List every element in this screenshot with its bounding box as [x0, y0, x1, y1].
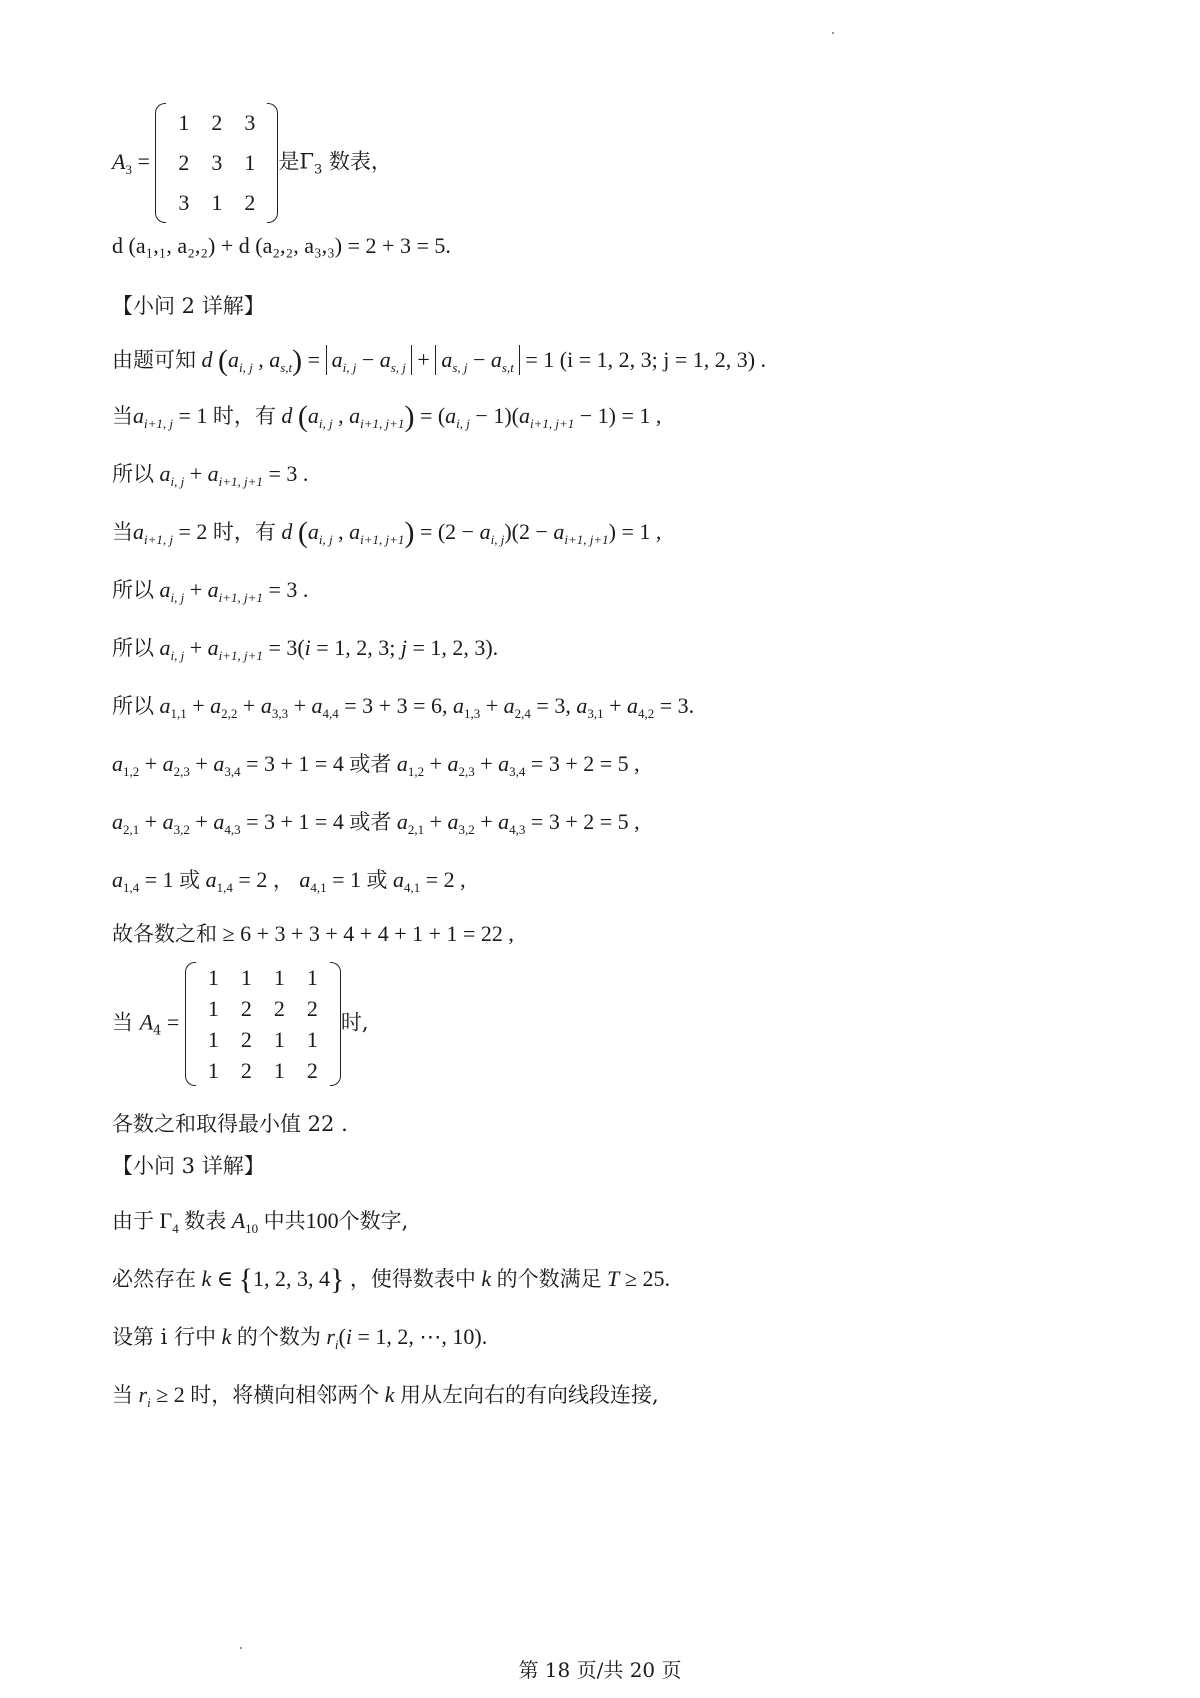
matrix-a3	[155, 103, 278, 223]
matrix-a4-cell: 1	[207, 1026, 219, 1052]
scan-speck	[832, 32, 834, 34]
matrix-a4-cell: 2	[240, 1026, 252, 1052]
matrix-a4-cell: 1	[207, 1057, 219, 1083]
matrix-a4-cell: 1	[273, 964, 285, 990]
total-sum-bound-line: 故各数之和 ≥ 6 + 3 + 3 + 4 + 4 + 1 + 1 = 22 ,	[112, 921, 514, 946]
matrix-a4-cell: 1	[207, 964, 219, 990]
matrix-a4-row	[197, 993, 329, 1024]
diagonal-sums-line: 所以 $a_{1,1} + a_{2,2} + a_{3,3} + a_{4,4} = 3 + 3 = 6$, $a_{1,3} + a_{2,4} = 3$, $a_{3,1} + a_{4,2} = 3$.	[112, 693, 695, 721]
matrix-a4-cell: 2	[306, 995, 318, 1021]
matrix-a3-row	[167, 183, 266, 223]
matrix-a3-cell: 1	[211, 190, 223, 215]
matrix-a4-cell: 2	[306, 1057, 318, 1083]
case-value-2-line: 当$a_{i+1, j} = 2$ 时，有 d ($a_{i, j}$ , $a_{i+1, j+1}) = (2 - a_{i, j})(2 - a_{i+1, j+1}) = 1$ ,	[112, 516, 662, 549]
matrix-a3-cell: 3	[211, 150, 223, 175]
matrix-a3-row	[167, 103, 266, 143]
matrix-a4-cell: 2	[240, 1057, 252, 1083]
matrix-a4-cell: 2	[240, 995, 252, 1021]
scan-speck	[240, 1647, 242, 1649]
matrix-a4-cell: 1	[240, 964, 252, 990]
matrix-a3-row	[167, 143, 266, 183]
matrix-a3-label: $A_3$	[112, 148, 132, 177]
distance-sum-line: d (a₁,₁, a₂,₂) + d (a₂,₂, a₃,₃) = 2 + 3 = 5.	[112, 233, 451, 258]
case-value-1-line: 当$a_{i+1, j} = 1$ 时，有 d ($a_{i, j}$ , $a_{i+1, j+1}) = (a_{i, j} - 1)(a_{i+1, j+1} - 1) = 1$ ,	[112, 400, 662, 433]
matrix-a3-definition: $A_3$ = 1 2 3 2 3 1 3 1 2 是$\Gamma_3$ 数表，	[112, 103, 392, 223]
corner-values-line: $a_{1,4} = 1$ 或 $a_{1,4} = 2$ ， $a_{4,1} = 1$ 或 $a_{4,1} = 2$ ,	[112, 867, 466, 895]
page-footer: 第 18 页/共 20 页	[518, 1658, 682, 1682]
matrix-a3-cell: 1	[244, 150, 256, 175]
matrix-a3-cell: 3	[178, 190, 190, 215]
distance-condition-line: 由题可知 d ($a_{i, j}$ , $a_{s,t}) = a_{i, j} - a_{s, j} + a_{s, j} - a_{s,t} = 1$ (i = 1, 2, 3; j = 1, 2, 3) .	[112, 344, 767, 377]
lower-diagonal-line: $a_{2,1} + a_{3,2} + a_{4,3} = 3 + 1 = 4$ 或者 $a_{2,1} + a_{3,2} + a_{4,3} = 3 + 2 = 5$ ,	[112, 809, 640, 837]
sum-equals-3-line-a: 所以 $a_{i, j} + a_{i+1, j+1} = 3$ .	[112, 461, 309, 489]
sum-equals-3-general-line: 所以 $a_{i, j} + a_{i+1, j+1} = 3(i = 1$, 2, 3; j = 1, 2, 3).	[112, 635, 499, 663]
directed-segment-line: 当 $r_i \ge 2$ 时，将横向相邻两个 k 用从左向右的有向线段连接,	[112, 1382, 659, 1410]
section-3-heading: 【小问 3 详解】	[112, 1154, 265, 1178]
gamma-table-line: 由于 $\Gamma_4$ 数表 $A_{10}$ 中共100个数字,	[112, 1208, 409, 1236]
row-count-line: 设第 i 行中 k 的个数为 $r_i(i = 1$, 2, ⋯, 10).	[112, 1324, 488, 1352]
matrix-a3-cell: 2	[244, 190, 256, 215]
minimum-value-line: 各数之和取得最小值 22 .	[112, 1112, 348, 1136]
section-2-heading: 【小问 2 详解】	[112, 294, 265, 318]
matrix-a4-cell: 1	[207, 995, 219, 1021]
matrix-a3-cell: 1	[178, 110, 190, 135]
matrix-a3-cell: 2	[178, 150, 190, 175]
matrix-a4-cell: 1	[306, 964, 318, 990]
matrix-a4-row	[197, 962, 329, 993]
upper-diagonal-line: $a_{1,2} + a_{2,3} + a_{3,4} = 3 + 1 = 4$ 或者 $a_{1,2} + a_{2,3} + a_{3,4} = 3 + 2 = 5$ ,	[112, 751, 640, 779]
matrix-a4-row	[197, 1055, 329, 1086]
matrix-a4	[185, 962, 341, 1086]
matrix-a4-cell: 1	[273, 1026, 285, 1052]
matrix-a4-definition: 当 $A_4$ = 1 1 1 1 1 2 2 2 1 2 1 1 1 2 1 2 时,	[112, 962, 369, 1086]
matrix-a4-cell: 1	[306, 1026, 318, 1052]
pigeonhole-line: 必然存在 k ∈ {1, 2, 3, 4} ，使得数表中 k 的个数满足 T ≥ 25.	[112, 1263, 670, 1296]
sum-equals-3-line-b: 所以 $a_{i, j} + a_{i+1, j+1} = 3$ .	[112, 577, 309, 605]
matrix-a3-cell: 2	[211, 110, 223, 135]
matrix-a3-cell: 3	[244, 110, 256, 135]
matrix-a4-cell: 1	[273, 1057, 285, 1083]
matrix-a4-row	[197, 1024, 329, 1055]
matrix-a4-cell: 2	[273, 995, 285, 1021]
